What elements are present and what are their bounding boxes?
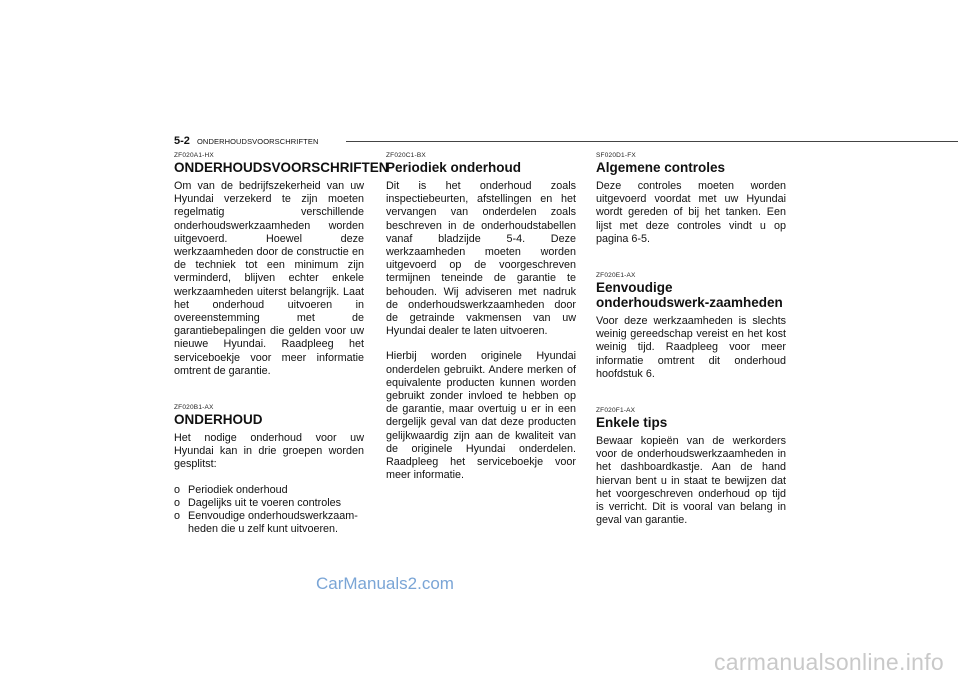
bullet-mark: o xyxy=(174,510,181,523)
section-paragraph: Voor deze werkzaamheden is slechts weinig gereedschap vereist en het kost weinig tijd. Raadpleeg voor meer informatie omtrent dit onderhoud hoofdstuk 6. xyxy=(596,315,786,380)
section-heading: ONDERHOUD xyxy=(174,412,263,428)
maintenance-groups-list xyxy=(174,484,364,537)
list-item xyxy=(174,484,364,497)
column-middle xyxy=(386,152,576,508)
watermark-carmanuals2[interactable]: CarManuals2.com xyxy=(316,574,454,593)
section-paragraph: Het nodige onderhoud voor uw Hyundai kan in drie groepen worden gesplitst: xyxy=(174,432,364,471)
list-item xyxy=(174,497,364,510)
section-code: ZF020A1-HX xyxy=(174,152,214,159)
section-code: ZF020F1-AX xyxy=(596,407,636,415)
page-number: 5-2 xyxy=(174,135,190,147)
list-item-text: Dagelijks uit te voeren controles xyxy=(188,496,342,509)
section-maintenance xyxy=(174,404,364,536)
header-rule xyxy=(346,141,958,142)
section-general-checks xyxy=(596,152,786,246)
column-left xyxy=(174,152,389,562)
section-code: ZF020C1-BX xyxy=(386,152,426,159)
section-code: SF020D1-FX xyxy=(596,152,636,159)
section-periodic-maintenance xyxy=(386,152,576,482)
section-heading: ONDERHOUDSVOORSCHRIFTEN xyxy=(174,160,389,175)
section-paragraph: Deze controles moeten worden uitgevoerd voordat met uw Hyundai wordt gereden of bij het tanken. Een lijst met deze controles vindt u op pagina 6-5. xyxy=(596,180,786,245)
section-code: ZF020E1-AX xyxy=(596,272,636,280)
column-right xyxy=(596,152,786,553)
list-item-text: Periodiek onderhoud xyxy=(188,483,288,496)
section-paragraph: Om van de bedrijfszekerheid van uw Hyundai verzekerd te zijn moeten regelmatig verschillende onderhoudswerkzaamheden worden uitgevoerd. Hoewel deze werkzaamheden door de constructie en de techniek tot een minimum zijn verminderd, blijven echter enkele werkzaamheden uiterst belangrijk. Laat het onderhoud uitvoeren in overeenstemming met de garantiebepalingen die gelden voor uw nieuwe Hyundai. Raadpleeg het serviceboekje voor meer informatie omtrent de garantie. xyxy=(174,180,364,377)
section-heading: Algemene controles xyxy=(596,160,726,175)
section-maintenance-rules xyxy=(174,152,389,378)
section-heading: Enkele tips xyxy=(596,415,668,431)
list-item-text: Eenvoudige onderhoudswerkzaam-heden die u zelf kunt uitvoeren. xyxy=(188,510,358,536)
section-paragraph: Hierbij worden originele Hyundai onderdelen gebruikt. Andere merken of equivalente producten kunnen worden gebruikt zonder invloed te hebben op de garantie, maar overtuig u er in een dergelijk geval van dat deze producten gelijkwaardig zijn aan de kwaliteit van de originele Hyundai onderdelen. Raadpleeg het serviceboekje voor meer informatie. xyxy=(386,350,576,482)
section-heading: Periodiek onderhoud xyxy=(386,160,522,175)
chapter-title: ONDERHOUDSVOORSCHRIFTEN xyxy=(197,137,319,146)
bullet-mark: o xyxy=(174,496,181,509)
list-item xyxy=(174,510,364,536)
page-header xyxy=(174,137,784,149)
watermark-carmanualsonline[interactable]: carmanualsonline.info xyxy=(713,649,944,675)
section-heading: Eenvoudige onderhoudswerk-zaamheden xyxy=(596,280,783,311)
section-code: ZF020B1-AX xyxy=(174,404,214,412)
section-tips xyxy=(596,407,786,527)
bullet-mark: o xyxy=(174,483,181,496)
section-simple-maintenance xyxy=(596,272,786,381)
section-paragraph: Dit is het onderhoud zoals inspectiebeurten, afstellingen en het vervangen van onderdelen zoals beschreven in de onderhoudstabellen vanaf bladzijde 5-4. Deze werkzaamheden moeten worden uitgevoerd op de voorgeschreven termijnen teneinde de garantie te behouden. Wij adviseren met nadruk de onderhoudswerkzaamheden door de getrainde vakmensen van uw Hyundai dealer te laten uitvoeren. xyxy=(386,180,576,338)
section-paragraph: Bewaar kopieën van de werkorders voor de onderhoudswerkzaamheden in het dashboardkastje. Aan de hand hiervan bent u in staat te bewijzen dat het voorgeschreven onderhoud op tijd is verricht. Dit is vooral van belang in geval van garantie. xyxy=(596,435,786,527)
